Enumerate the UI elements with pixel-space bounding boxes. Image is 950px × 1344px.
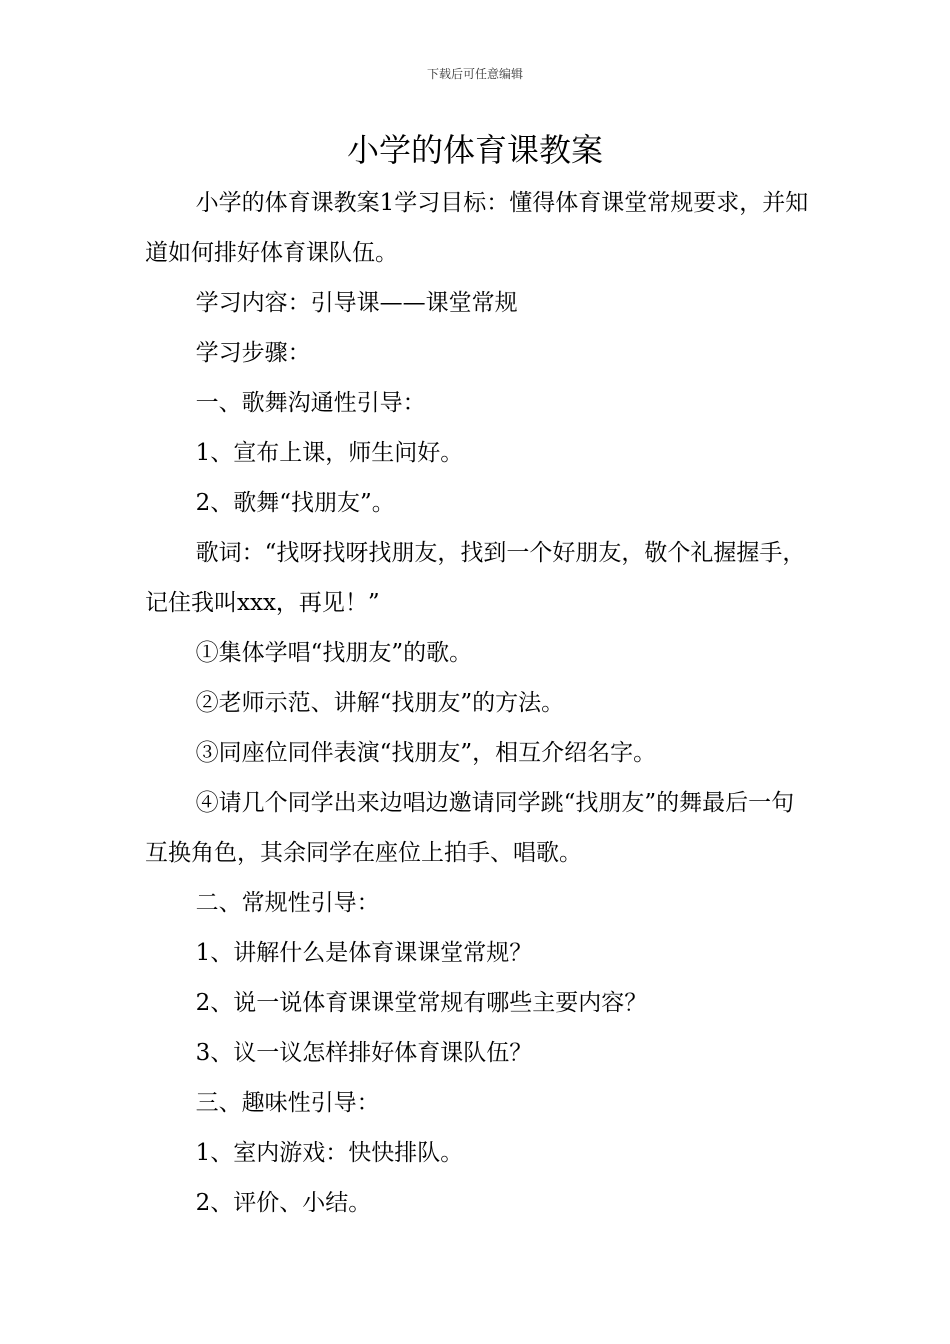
list-item: ④请几个同学出来边唱边邀请同学跳“找朋友”的舞最后一句互换角色，其余同学在座位上拍手、唱歌。 bbox=[145, 790, 795, 866]
list-item: 1、宣布上课，师生问好。 bbox=[195, 440, 464, 466]
section-heading-1: 一、歌舞沟通性引导： bbox=[195, 390, 426, 416]
list-item: 2、歌舞“找朋友”。 bbox=[195, 490, 395, 516]
document-body bbox=[145, 178, 810, 1228]
document-title: 小学的体育课教案 bbox=[346, 131, 603, 169]
list-item: ①集体学唱“找朋友”的歌。 bbox=[195, 640, 473, 666]
list-item: ③同座位同伴表演“找朋友”，相互介绍名字。 bbox=[195, 740, 657, 766]
paragraph-content: 学习内容：引导课——课堂常规 bbox=[195, 290, 518, 316]
list-item: 3、议一议怎样排好体育课队伍？ bbox=[195, 1040, 533, 1066]
paragraph-objective: 小学的体育课教案1学习目标：懂得体育课堂常规要求，并知道如何排好体育课队伍。 bbox=[145, 190, 809, 266]
section-heading-2: 二、常规性引导： bbox=[195, 890, 380, 916]
list-item: 1、室内游戏：快快排队。 bbox=[195, 1140, 464, 1166]
section-heading-3: 三、趣味性引导： bbox=[195, 1090, 380, 1116]
paragraph-steps: 学习步骤： bbox=[195, 340, 311, 366]
list-item: 2、说一说体育课课堂常规有哪些主要内容？ bbox=[195, 990, 648, 1016]
list-item: ②老师示范、讲解“找朋友”的方法。 bbox=[195, 690, 565, 716]
list-item: 1、讲解什么是体育课课堂常规？ bbox=[195, 940, 533, 966]
paragraph-lyrics: 歌词：“找呀找呀找朋友，找到一个好朋友，敬个礼握握手，记住我叫xxx，再见！” bbox=[145, 540, 806, 616]
list-item: 2、评价、小结。 bbox=[195, 1190, 372, 1216]
page-header-note: 下载后可任意编辑 bbox=[426, 67, 523, 81]
